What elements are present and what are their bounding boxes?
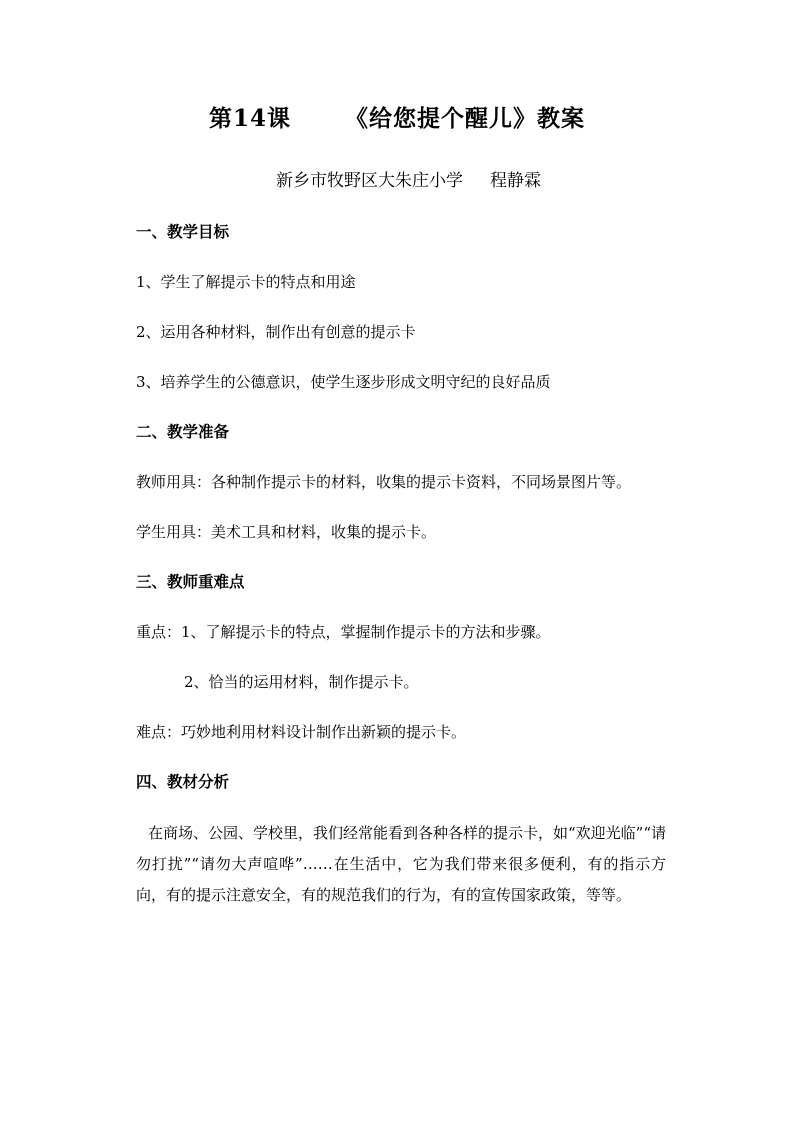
- objective-item-3: 3、培养学生的公德意识，使学生逐步形成文明守纪的良好品质: [136, 373, 551, 391]
- student-materials: 学生用具：美术工具和材料，收集的提示卡。: [136, 523, 437, 541]
- analysis-paragraph: 在商场、公园、学校里，我们经常能看到各种各样的提示卡，如“欢迎光临”“请勿打扰”“请勿大声喧哗”……在生活中，它为我们带来很多便利，有的指示方向，有的提示注意安全，有的规范我们的行为，有的宣传国家政策，等等。: [136, 824, 667, 904]
- lesson-title: 第14课 《给您提个醒儿》教案: [208, 105, 586, 132]
- key-point-2: 2、恰当的运用材料，制作提示卡。: [184, 673, 419, 691]
- objective-item-1: 1、学生了解提示卡的特点和用途: [136, 273, 356, 291]
- section-heading-analysis: 四、教材分析: [136, 772, 230, 791]
- section-heading-objectives: 一、教学目标: [136, 222, 230, 241]
- author-line: 新乡市牧野区大朱庄小学 程静霖: [276, 171, 542, 191]
- section-heading-key-points: 三、教师重难点: [136, 572, 245, 591]
- objective-item-2: 2、运用各种材料，制作出有创意的提示卡: [136, 323, 416, 341]
- teacher-materials: 教师用具：各种制作提示卡的材料，收集的提示卡资料，不同场景图片等。: [136, 473, 632, 491]
- section-heading-preparation: 二、教学准备: [136, 422, 230, 441]
- difficult-point: 难点：巧妙地利用材料设计制作出新颖的提示卡。: [136, 723, 467, 741]
- key-point-1: 重点：1、了解提示卡的特点，掌握制作提示卡的方法和步骤。: [136, 623, 551, 641]
